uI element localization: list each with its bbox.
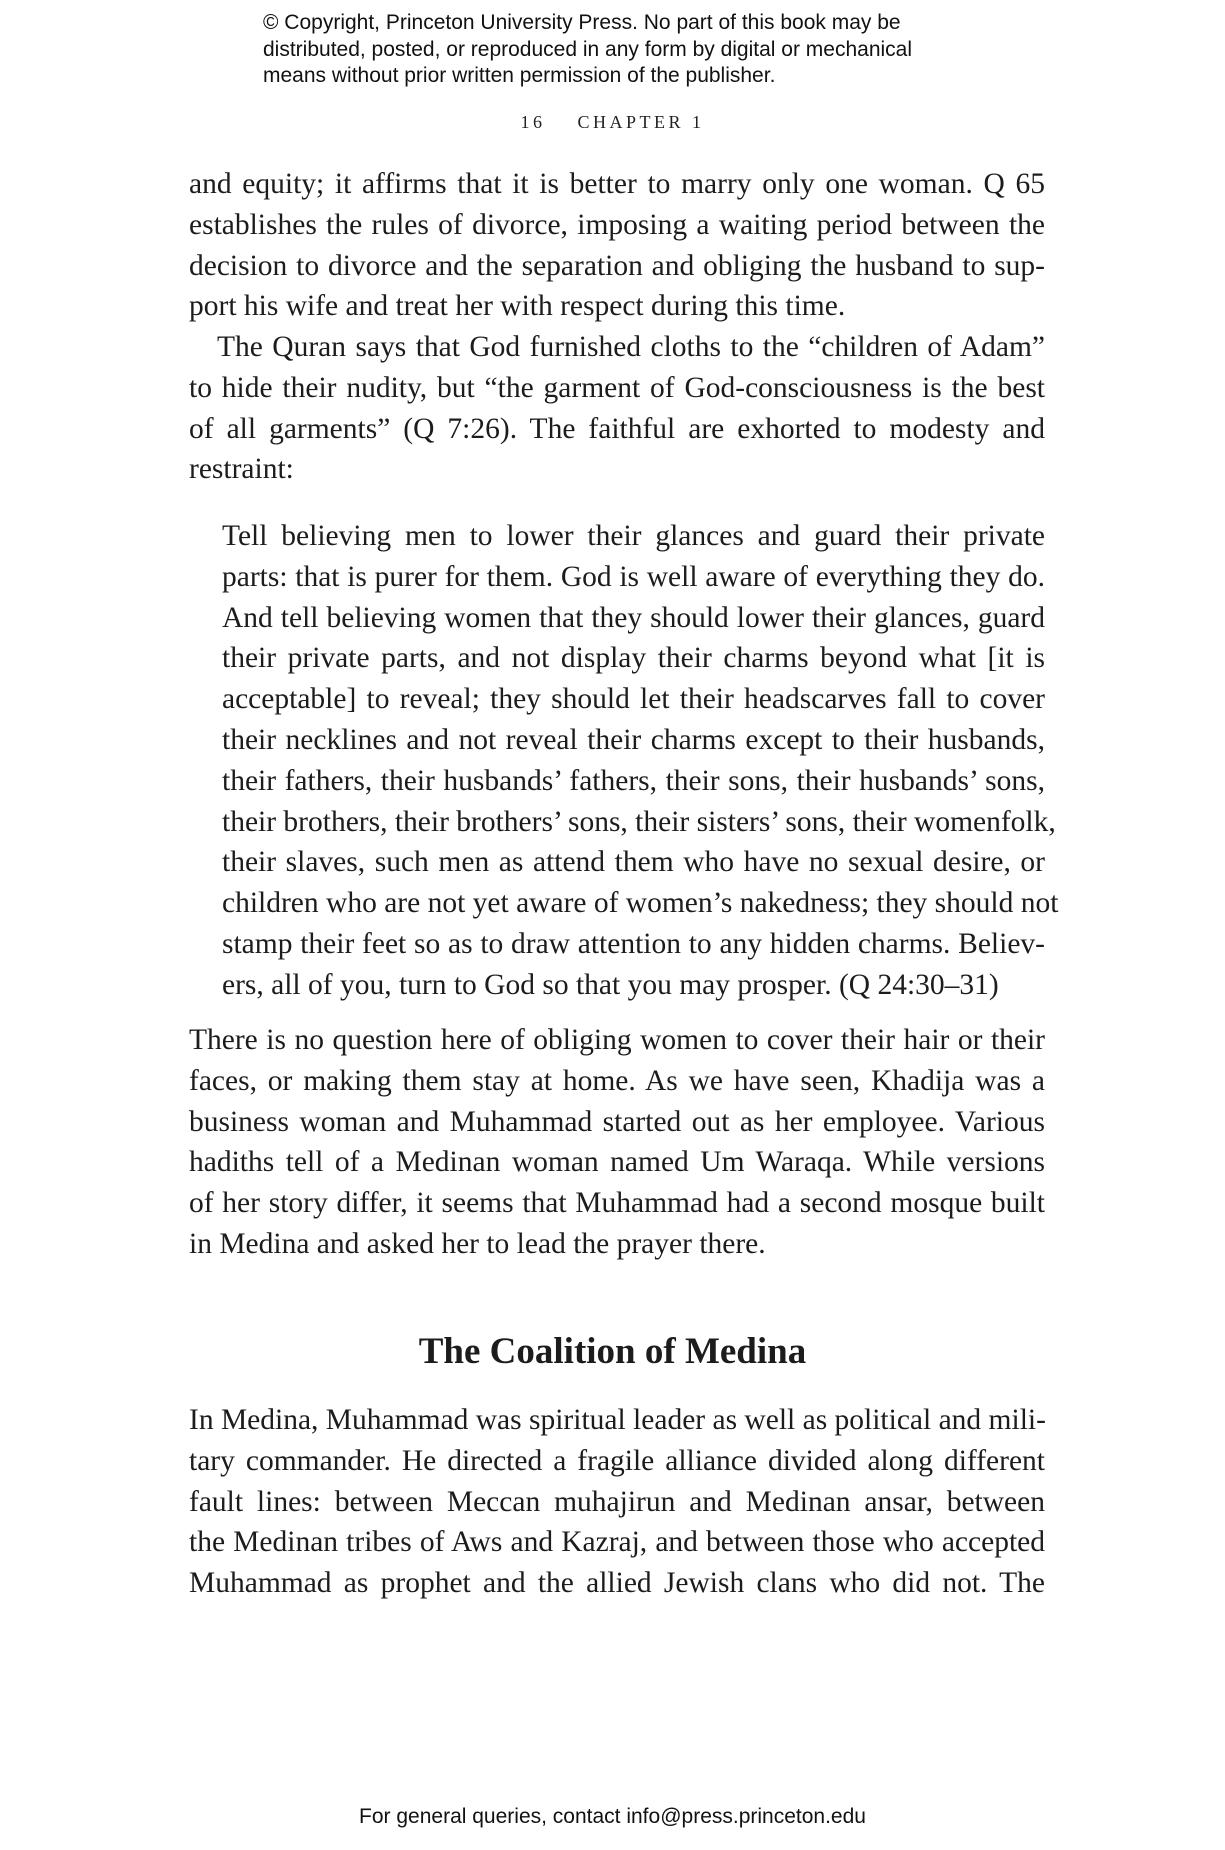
quote-line: acceptable] to reveal; they should let their headscarves fall to cover [222,683,1045,716]
text-line: fault lines: between Meccan muhajirun and Medinan ansar, between [189,1485,1045,1518]
quote-line: Tell believing men to lower their glances and guard their private [222,520,1045,552]
paragraph-2 [189,327,1045,490]
paragraph-1 [189,164,1045,327]
quote-line: their necklines and not reveal their charms except to their husbands, [222,723,1045,756]
chapter-label: CHAPTER 1 [577,112,705,132]
footer-contact: For general queries, contact info@press.princeton.edu [359,1805,866,1828]
page-number: 16 [520,112,546,132]
quote-line: And tell believing women that they should lower their glances, guard [222,601,1045,634]
text-line: of all garments” (Q 7:26). The faithful are exhorted to modesty and [189,412,1045,445]
text-line: Muhammad as prophet and the allied Jewish clans who did not. The [189,1567,1045,1600]
quote-line: their private parts, and not display their charms beyond what [it is [222,642,1045,675]
text-line: and equity; it affirms that it is better to marry only one woman. Q 65 [189,168,1045,200]
text-line: in Medina and asked her to lead the prayer there. [189,1227,766,1260]
quote-line: their slaves, such men as attend them who have no sexual desire, or [222,846,1045,879]
quote-line: children who are not yet aware of women’s nakedness; they should not [222,887,1059,920]
paragraph-4 [189,1400,1045,1604]
copyright-notice [263,10,983,90]
quote-line: stamp their feet so as to draw attention to any hidden charms. Believ- [222,927,1045,960]
text-line: In Medina, Muhammad was spiritual leader as well as political and mili- [189,1404,1046,1436]
copyright-line: means without prior written permission of the publisher. [263,64,776,87]
text-line: business woman and Muhammad started out as her employee. Various [189,1105,1045,1138]
quote-line: ers, all of you, turn to God so that you may prosper. (Q 24:30–31) [222,968,999,1001]
text-line: restraint: [189,453,294,486]
copyright-line: distributed, posted, or reproduced in any form by digital or mechanical [263,37,913,61]
text-line: establishes the rules of divorce, imposing a waiting period between the [189,208,1045,241]
text-line: The Quran says that God furnished cloths to the “children of Adam” [217,331,1045,363]
text-line: the Medinan tribes of Aws and Kazraj, and between those who accepted [189,1526,1045,1559]
text-line: decision to divorce and the separation and obliging the husband to sup- [189,249,1045,282]
quote-line: their brothers, their brothers’ sons, their sisters’ sons, their womenfolk, [222,805,1056,838]
quote-line: parts: that is purer for them. God is well aware of everything they do. [222,560,1045,593]
section-heading: The Coalition of Medina [418,1331,807,1372]
block-quote [222,516,1059,1006]
text-line: hadiths tell of a Medinan woman named Um Waraqa. While versions [189,1146,1045,1179]
paragraph-3 [189,1020,1045,1265]
text-line: to hide their nudity, but “the garment of God-consciousness is the best [189,371,1045,404]
text-line: There is no question here of obliging women to cover their hair or their [189,1024,1045,1056]
text-line: of her story differ, it seems that Muhammad had a second mosque built [189,1187,1045,1220]
running-head [0,112,1225,133]
text-line: tary commander. He directed a fragile alliance divided along different [189,1444,1045,1477]
copyright-line: © Copyright, Princeton University Press. No part of this book may be [263,11,901,34]
quote-line: their fathers, their husbands’ fathers, their sons, their husbands’ sons, [222,764,1045,797]
text-line: faces, or making them stay at home. As we have seen, Khadija was a [189,1064,1045,1097]
text-line: port his wife and treat her with respect during this time. [189,290,846,323]
